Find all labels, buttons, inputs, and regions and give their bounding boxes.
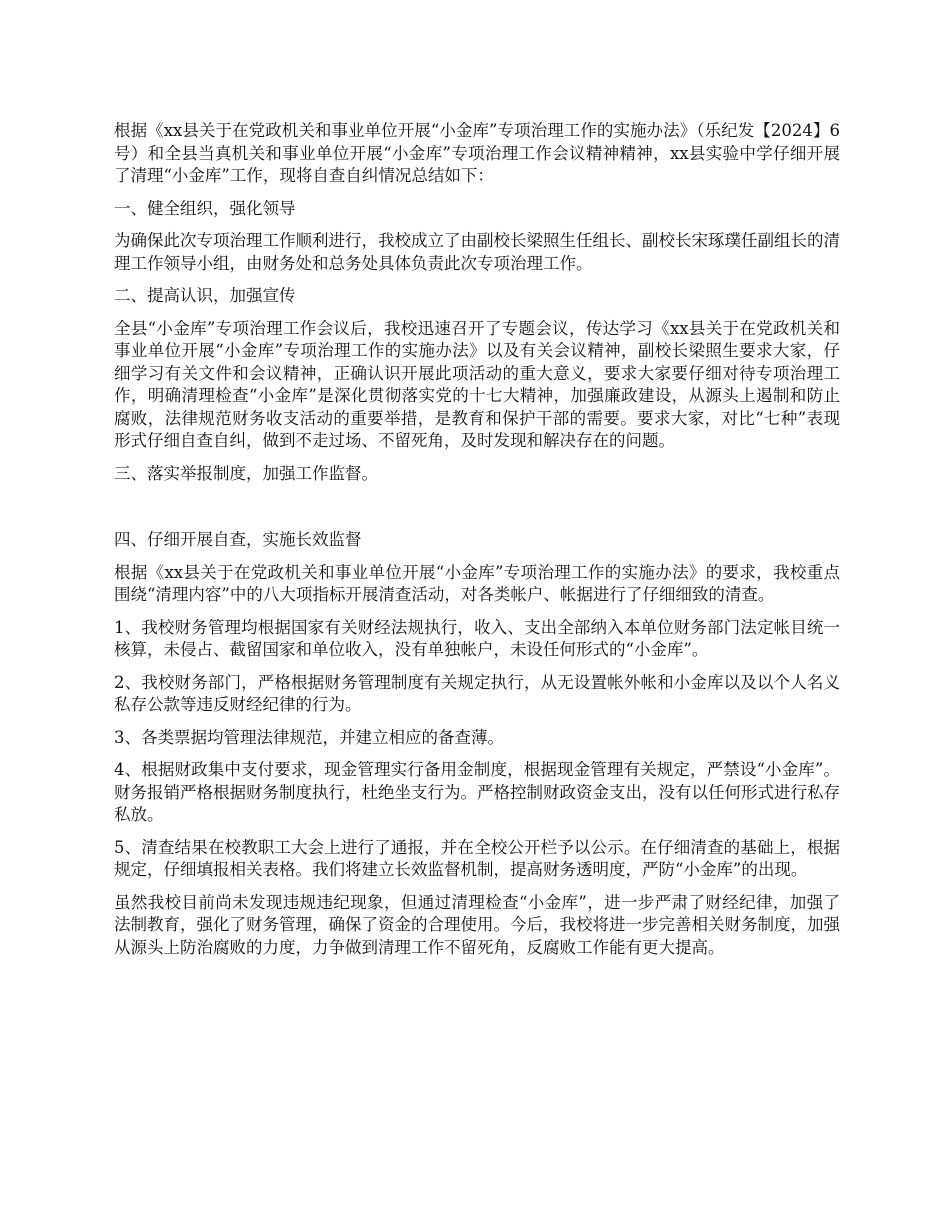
list-item-5: 5、清查结果在校教职工大会上进行了通报，并在全校公开栏予以公示。在仔细清查的基础上，根据规定，仔细填报相关表格。我们将建立长效监督机制，提高财务透明度，严防“小金库”的出现。: [114, 837, 840, 879]
section-body-2: 全县“小金库”专项治理工作会议后，我校迅速召开了专题会议，传达学习《xx县关于在党政机关和事业单位开展“小金库”专项治理工作的实施办法》以及有关会议精神，副校长梁照生要求大家，仔细学习有关文件和会议精神，正确认识开展此项活动的重大意义，要求大家要仔细对待专项治理工作，明确清理检查“小金库”是深化贯彻落实党的十七大精神，加强廉政建设，从源头上遏制和防止腐败，法律规范财务收支活动的重要举措，是教育和保护干部的需要。要求大家，对比“七种”表现形式仔细自查自纠，做到不走过场、不留死角，及时发现和解决存在的问题。: [114, 318, 840, 450]
intro-paragraph: 根据《xx县关于在党政机关和事业单位开展“小金库”专项治理工作的实施办法》（乐纪发【2024】6号）和全县当真机关和事业单位开展“小金库”专项治理工作会议精神精神，xx县实验中学仔细开展了清理“小金库”工作，现将自查自纠情况总结如下：: [114, 121, 840, 185]
section-heading-1: 一、健全组织，强化领导: [114, 198, 296, 218]
section-heading-2: 二、提高认识，加强宣传: [114, 286, 296, 305]
section-body-4: 根据《xx县关于在党政机关和事业单位开展“小金库”专项治理工作的实施办法》的要求，我校重点围绕“清理内容”中的八大项指标开展清查活动，对各类帐户、帐据进行了仔细细致的清查。: [114, 562, 840, 604]
list-item-3: 3、各类票据均管理法律规范，并建立相应的备查薄。: [114, 727, 504, 747]
list-item-1: 1、我校财务管理均根据国家有关财经法规执行，收入、支出全部纳入本单位财务部门法定帐目统一核算，未侵占、截留国家和单位收入，没有单独帐户，未设任何形式的“小金库”。: [114, 617, 840, 659]
section-heading-4: 四、仔细开展自查，实施长效监督: [114, 530, 362, 549]
document-page: [114, 120, 840, 969]
conclusion-paragraph: 虽然我校目前尚未发现违规违纪现象，但通过清理检查“小金库”，进一步严肃了财经纪律，加强了法制教育，强化了财务管理，确保了资金的合理使用。今后，我校将进一步完善相关财务制度，加强从源头上防治腐败的力度，力争做到清理工作不留死角，反腐败工作能有更大提高。: [114, 892, 840, 957]
list-item-4: 4、根据财政集中支付要求，现金管理实行备用金制度，根据现金管理有关规定，严禁设“小金库”。财务报销严格根据财务制度执行，杜绝坐支行为。严格控制财政资金支出，没有以任何形式进行私存私放。: [114, 760, 840, 824]
section-heading-3: 三、落实举报制度，加强工作监督。: [114, 463, 378, 483]
section-body-1: 为确保此次专项治理工作顺利进行，我校成立了由副校长梁照生任组长、副校长宋琢璞任副组长的清理工作领导小组，由财务处和总务处具体负责此次专项治理工作。: [114, 231, 840, 273]
list-item-2: 2、我校财务部门，严格根据财务管理制度有关规定执行，从无设置帐外帐和小金库以及以个人名义私存公款等违反财经纪律的行为。: [114, 672, 840, 714]
blank-spacer: [114, 495, 840, 529]
